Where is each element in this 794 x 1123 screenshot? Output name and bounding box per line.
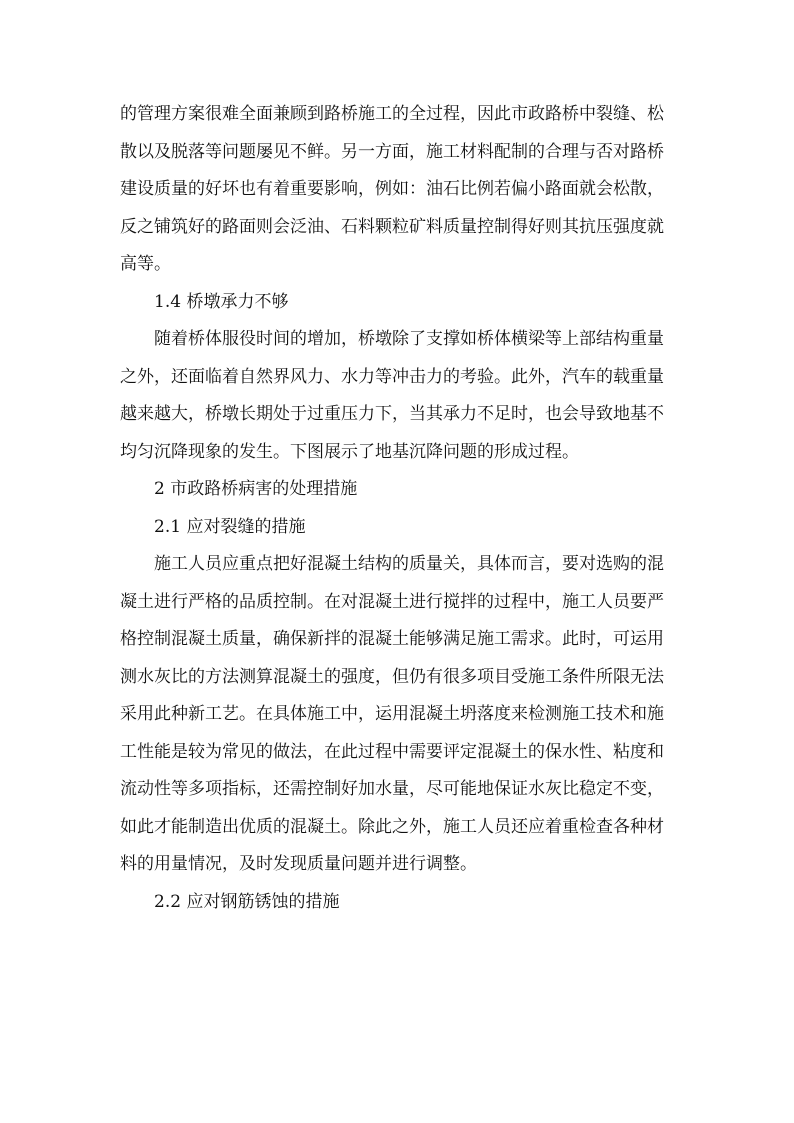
- text-line: 越来越大，桥墩长期处于过重压力下，当其承力不足时，也会导致地基不: [120, 404, 664, 424]
- section-heading-2: [120, 471, 678, 509]
- text-line: 高等。: [120, 254, 171, 274]
- text-line: 施工人员应重点把好混凝土结构的质量关，具体而言，要对选购的混: [154, 554, 664, 574]
- text-line: 测水灰比的方法测算混凝土的强度，但仍有很多项目受施工条件所限无法: [120, 666, 664, 687]
- text-line: 的管理方案很难全面兼顾到路桥施工的全过程，因此市政路桥中裂缝、松: [120, 104, 664, 124]
- text-line: 散以及脱落等问题屡见不鲜。另一方面，施工材料配制的合理与否对路桥: [120, 141, 664, 162]
- heading-text: 1.4 桥墩承力不够: [154, 291, 289, 312]
- section-heading-1-4: [120, 284, 678, 322]
- text-line: 随着桥体服役时间的增加，桥墩除了支撑如桥体横梁等上部结构重量: [154, 329, 664, 349]
- text-line: 凝土进行严格的品质控制。在对混凝土进行搅拌的过程中，施工人员要严: [120, 591, 664, 612]
- heading-text: 2.1 应对裂缝的措施: [154, 516, 306, 537]
- paragraph-pier-load: [120, 321, 678, 471]
- text-line: 如此才能制造出优质的混凝土。除此之外，施工人员还应着重检查各种材: [120, 816, 664, 837]
- text-line: 均匀沉降现象的发生。下图展示了地基沉降问题的形成过程。: [120, 441, 579, 462]
- text-line: 采用此种新工艺。在具体施工中，运用混凝土坍落度来检测施工技术和施: [120, 704, 664, 724]
- text-line: 流动性等多项指标，还需控制好加水量，尽可能地保证水灰比稳定不变，: [120, 779, 664, 799]
- section-heading-2-1: [120, 509, 678, 547]
- text-line: 建设质量的好坏也有着重要影响，例如：油石比例若偏小路面就会松散，: [120, 179, 664, 199]
- text-line: 反之铺筑好的路面则会泛油、石料颗粒矿料质量控制得好则其抗压强度就: [120, 216, 664, 237]
- section-heading-2-2: [120, 884, 678, 922]
- text-line: 工性能是较为常见的做法，在此过程中需要评定混凝土的保水性、粘度和: [120, 741, 664, 762]
- paragraph-crack-measures: [120, 546, 678, 884]
- paragraph-management-issues: [120, 96, 678, 284]
- document-body: [120, 96, 678, 921]
- heading-text: 2 市政路桥病害的处理措施: [154, 479, 358, 499]
- heading-text: 2.2 应对钢筋锈蚀的措施: [154, 891, 340, 912]
- text-line: 之外，还面临着自然界风力、水力等冲击力的考验。此外，汽车的载重量: [120, 366, 664, 387]
- text-line: 料的用量情况，及时发现质量问题并进行调整。: [120, 854, 477, 874]
- text-line: 格控制混凝土质量，确保新拌的混凝土能够满足施工需求。此时，可运用: [120, 629, 664, 649]
